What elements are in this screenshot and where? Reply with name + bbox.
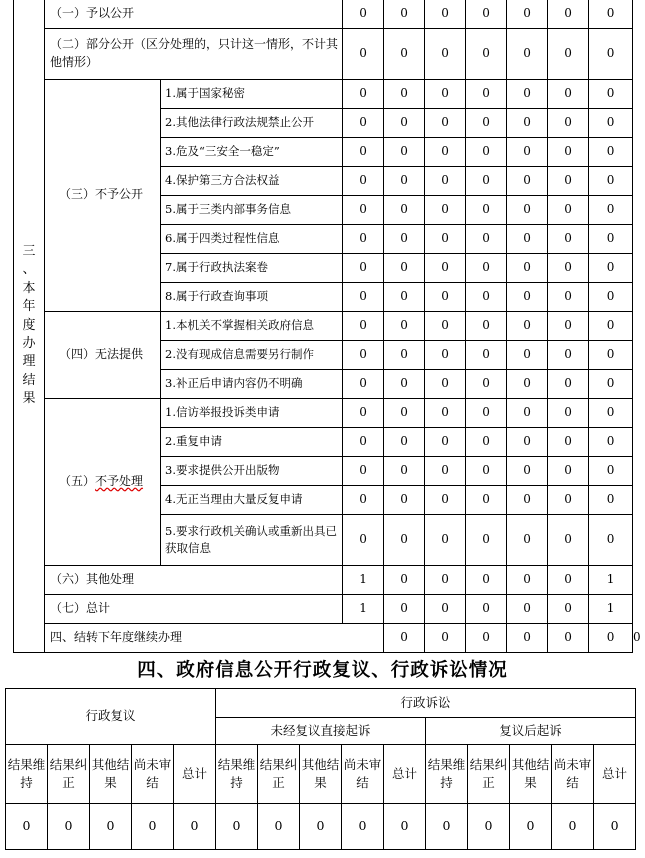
count-cell: 0: [589, 224, 633, 253]
count-cell: 1: [343, 594, 384, 623]
count-cell: 0: [466, 398, 507, 427]
review-litigation-table: [5, 688, 636, 850]
count-cell: 1: [589, 594, 633, 623]
sub-item-label: 2.其他法律行政法规禁止公开: [161, 108, 343, 137]
carryover-label: 四、结转下年度继续办理: [45, 623, 384, 652]
count-cell: 0: [425, 514, 466, 565]
count-cell: 0: [548, 137, 589, 166]
count-cell: 0: [548, 79, 589, 108]
count-cell: 0: [507, 282, 548, 311]
count-cell: 0: [507, 253, 548, 282]
count-cell: 0: [466, 594, 507, 623]
count-cell: 0: [466, 0, 507, 28]
after-review-litigation-header: 复议后起诉: [426, 718, 636, 745]
count-cell: 0: [174, 804, 216, 850]
count-cell: 0: [510, 804, 552, 850]
group-label: （三）不予公开: [45, 79, 161, 311]
count-cell: 0: [343, 369, 384, 398]
column-header: 其他结果: [510, 745, 552, 804]
column-header: 尚未审结: [132, 745, 174, 804]
count-cell: 0: [507, 456, 548, 485]
count-cell: 0: [589, 514, 633, 565]
count-cell: 0: [552, 804, 594, 850]
count-cell: 0: [507, 369, 548, 398]
count-cell: 0: [384, 427, 425, 456]
count-cell: 0: [507, 137, 548, 166]
count-cell: 0: [507, 485, 548, 514]
count-cell: 0: [548, 398, 589, 427]
count-cell: 0: [507, 28, 548, 79]
count-cell: 0: [466, 369, 507, 398]
count-cell: 0: [589, 485, 633, 514]
column-header: 结果维持: [426, 745, 468, 804]
count-cell: 0: [466, 108, 507, 137]
count-cell: 0: [343, 28, 384, 79]
count-cell: 0: [343, 195, 384, 224]
sub-item-label: 3.要求提供公开出版物: [161, 456, 343, 485]
count-cell: 0: [343, 0, 384, 28]
count-cell: 0: [343, 282, 384, 311]
count-cell: 0: [548, 514, 589, 565]
sub-item-label: 2.重复申请: [161, 427, 343, 456]
count-cell: 0: [589, 137, 633, 166]
sub-item-label: 5.属于三类内部事务信息: [161, 195, 343, 224]
count-cell: 0: [466, 253, 507, 282]
count-cell: 0: [343, 166, 384, 195]
count-cell: 0: [6, 804, 48, 850]
count-cell: 0: [48, 804, 90, 850]
count-cell: 0: [548, 282, 589, 311]
table-row: [14, 594, 633, 623]
column-header: 其他结果: [300, 745, 342, 804]
count-cell: 0: [425, 427, 466, 456]
count-cell: 0: [466, 485, 507, 514]
count-cell: 0: [548, 28, 589, 79]
count-cell: 0: [384, 340, 425, 369]
count-cell: 0: [343, 311, 384, 340]
count-cell: 0: [343, 340, 384, 369]
count-cell: 0: [342, 804, 384, 850]
count-cell: 0: [425, 485, 466, 514]
sub-item-label: 1.属于国家秘密: [161, 79, 343, 108]
count-cell: 0: [548, 565, 589, 594]
count-cell: 0: [425, 565, 466, 594]
count-cell: 0: [507, 340, 548, 369]
count-cell: 0: [425, 137, 466, 166]
count-cell: 0: [466, 137, 507, 166]
sub-item-label: 1.本机关不掌握相关政府信息: [161, 311, 343, 340]
count-cell: 0: [507, 166, 548, 195]
count-cell: 0: [343, 427, 384, 456]
sub-item-label: 5.要求行政机关确认或重新出具已获取信息: [161, 514, 343, 565]
section-heading: 四、政府信息公开行政复议、行政诉讼情况: [137, 660, 508, 681]
count-cell: 0: [589, 369, 633, 398]
count-cell: 0: [132, 804, 174, 850]
count-cell: 0: [468, 804, 510, 850]
count-cell: 0: [594, 804, 636, 850]
count-cell: 0: [384, 195, 425, 224]
count-cell: 0: [507, 108, 548, 137]
count-cell: 0: [548, 623, 589, 652]
count-cell: 0: [466, 565, 507, 594]
count-cell: 0: [343, 398, 384, 427]
count-cell: 0: [384, 398, 425, 427]
sub-item-label: 3.危及“三安全一稳定”: [161, 137, 343, 166]
count-cell: 0: [384, 514, 425, 565]
sub-item-label: 8.属于行政查询事项: [161, 282, 343, 311]
count-cell: 0: [548, 340, 589, 369]
count-cell: 0: [589, 166, 633, 195]
count-cell: 0: [384, 485, 425, 514]
sub-item-label: 4.无正当理由大量反复申请: [161, 485, 343, 514]
table-row: [14, 0, 633, 28]
count-cell: 0: [589, 311, 633, 340]
count-cell: 0: [343, 485, 384, 514]
count-cell: 0: [466, 456, 507, 485]
table-row: [14, 311, 633, 340]
count-cell: 0: [548, 253, 589, 282]
count-cell: 0: [507, 195, 548, 224]
count-cell: 0: [216, 804, 258, 850]
count-cell: 1: [343, 565, 384, 594]
count-cell: 0: [384, 282, 425, 311]
table-row: [14, 565, 633, 594]
count-cell: 0: [466, 28, 507, 79]
count-cell: 0: [548, 311, 589, 340]
count-cell: 0: [589, 28, 633, 79]
count-cell: 0: [507, 398, 548, 427]
count-cell: 0: [384, 0, 425, 28]
count-cell: 0: [425, 623, 466, 652]
count-cell: 0: [425, 398, 466, 427]
sub-item-label: 7.属于行政执法案卷: [161, 253, 343, 282]
count-cell: 0: [425, 369, 466, 398]
count-cell: 0: [507, 594, 548, 623]
count-cell: 0: [384, 565, 425, 594]
column-header: 结果维持: [6, 745, 48, 804]
count-cell: 0: [548, 485, 589, 514]
column-header: 尚未审结: [552, 745, 594, 804]
group-label: （四）无法提供: [45, 311, 161, 398]
sub-item-label: 4.保护第三方合法权益: [161, 166, 343, 195]
count-cell: 0: [384, 253, 425, 282]
column-header: 结果纠正: [468, 745, 510, 804]
group-label: （六）其他处理: [45, 565, 343, 594]
sub-item-label: 3.补正后申请内容仍不明确: [161, 369, 343, 398]
count-cell: 0: [507, 224, 548, 253]
count-cell: 0: [507, 427, 548, 456]
count-cell: 0: [466, 224, 507, 253]
count-cell: 0: [425, 311, 466, 340]
count-cell: 0: [343, 137, 384, 166]
count-cell: 0: [384, 224, 425, 253]
count-cell: 0: [466, 623, 507, 652]
carryover-row: 四、结转下年度继续办理 0 0 0 0 0 0 0: [14, 623, 633, 652]
count-cell: 0: [507, 565, 548, 594]
count-cell: 0: [507, 514, 548, 565]
column-header: 总计: [384, 745, 426, 804]
count-cell: 0: [466, 514, 507, 565]
count-cell: 0: [589, 456, 633, 485]
section3-label: 三 、 本 年 度 办 理 结 果: [14, 0, 45, 652]
sub-item-label: 6.属于四类过程性信息: [161, 224, 343, 253]
count-cell: 0: [548, 369, 589, 398]
count-cell: 0: [384, 456, 425, 485]
count-cell: 0: [343, 514, 384, 565]
count-cell: 0: [548, 108, 589, 137]
count-cell: 0: [507, 623, 548, 652]
count-cell: 1: [589, 565, 633, 594]
group-label: （二）部分公开（区分处理的，只计这一情形，不计其他情形）: [45, 28, 343, 79]
column-header: 结果纠正: [48, 745, 90, 804]
count-cell: 0: [426, 804, 468, 850]
count-cell: 0: [548, 166, 589, 195]
count-cell: 0: [425, 108, 466, 137]
count-cell: 0: [258, 804, 300, 850]
count-cell: 0: [589, 195, 633, 224]
count-cell: 0: [589, 340, 633, 369]
column-header: 总计: [594, 745, 636, 804]
count-cell: 0: [507, 79, 548, 108]
count-cell: 0: [425, 224, 466, 253]
count-cell: 0: [466, 166, 507, 195]
count-cell: 0: [589, 0, 633, 28]
count-cell: 0: [589, 623, 633, 652]
count-cell: 0: [343, 224, 384, 253]
count-cell: 0: [466, 195, 507, 224]
count-cell: 0: [589, 253, 633, 282]
column-header: 总计: [174, 745, 216, 804]
count-cell: 0: [425, 28, 466, 79]
count-cell: 0: [90, 804, 132, 850]
count-cell: 0: [466, 79, 507, 108]
count-cell: 0: [548, 195, 589, 224]
count-cell: 0: [589, 79, 633, 108]
count-cell: 0: [384, 623, 425, 652]
count-cell: 0: [425, 340, 466, 369]
count-cell: 0: [425, 594, 466, 623]
count-cell: 0: [589, 108, 633, 137]
count-cell: 0: [425, 166, 466, 195]
count-cell: 0: [425, 456, 466, 485]
sub-item-label: 2.没有现成信息需要另行制作: [161, 340, 343, 369]
count-cell: 0: [548, 594, 589, 623]
count-cell: 0: [343, 108, 384, 137]
table-row: [14, 398, 633, 427]
count-cell: 0: [548, 224, 589, 253]
group-label: （五）不予处理: [45, 398, 161, 565]
admin-litigation-header: 行政诉讼: [216, 689, 636, 718]
count-cell: 0: [466, 282, 507, 311]
count-cell: 0: [384, 594, 425, 623]
count-cell: 0: [425, 253, 466, 282]
count-cell: 0: [466, 311, 507, 340]
admin-review-header: 行政复议: [6, 689, 216, 745]
group-label: （一）予以公开: [45, 0, 343, 28]
count-cell: 0: [548, 456, 589, 485]
count-cell: 0: [425, 282, 466, 311]
count-cell: 0: [425, 0, 466, 28]
application-results-table: [13, 0, 641, 653]
count-cell: 0: [384, 79, 425, 108]
group-label: （七）总计: [45, 594, 343, 623]
count-cell: 0: [589, 282, 633, 311]
count-cell: 0: [300, 804, 342, 850]
direct-litigation-header: 未经复议直接起诉: [216, 718, 426, 745]
count-cell: 0: [384, 311, 425, 340]
count-cell: 0: [425, 79, 466, 108]
count-cell: 0: [343, 253, 384, 282]
count-cell: 0: [384, 804, 426, 850]
count-cell: 0: [384, 108, 425, 137]
count-cell: 0: [425, 195, 466, 224]
column-header: 其他结果: [90, 745, 132, 804]
count-cell: 0: [589, 427, 633, 456]
count-cell: 0: [343, 79, 384, 108]
column-header: 结果纠正: [258, 745, 300, 804]
count-cell: 0: [589, 398, 633, 427]
count-cell: 0: [548, 0, 589, 28]
table-row: [14, 79, 633, 108]
column-header: 尚未审结: [342, 745, 384, 804]
sub-item-label: 1.信访举报投诉类申请: [161, 398, 343, 427]
count-cell: 0: [384, 369, 425, 398]
count-cell: 0: [384, 28, 425, 79]
count-cell: 0: [384, 166, 425, 195]
count-cell: 0: [548, 427, 589, 456]
column-header: 结果维持: [216, 745, 258, 804]
count-cell: 0: [384, 137, 425, 166]
count-cell: 0: [466, 340, 507, 369]
count-cell: 0: [507, 311, 548, 340]
count-cell: 0: [507, 0, 548, 28]
count-cell: 0: [466, 427, 507, 456]
table-row: [14, 28, 633, 79]
count-cell: 0: [343, 456, 384, 485]
